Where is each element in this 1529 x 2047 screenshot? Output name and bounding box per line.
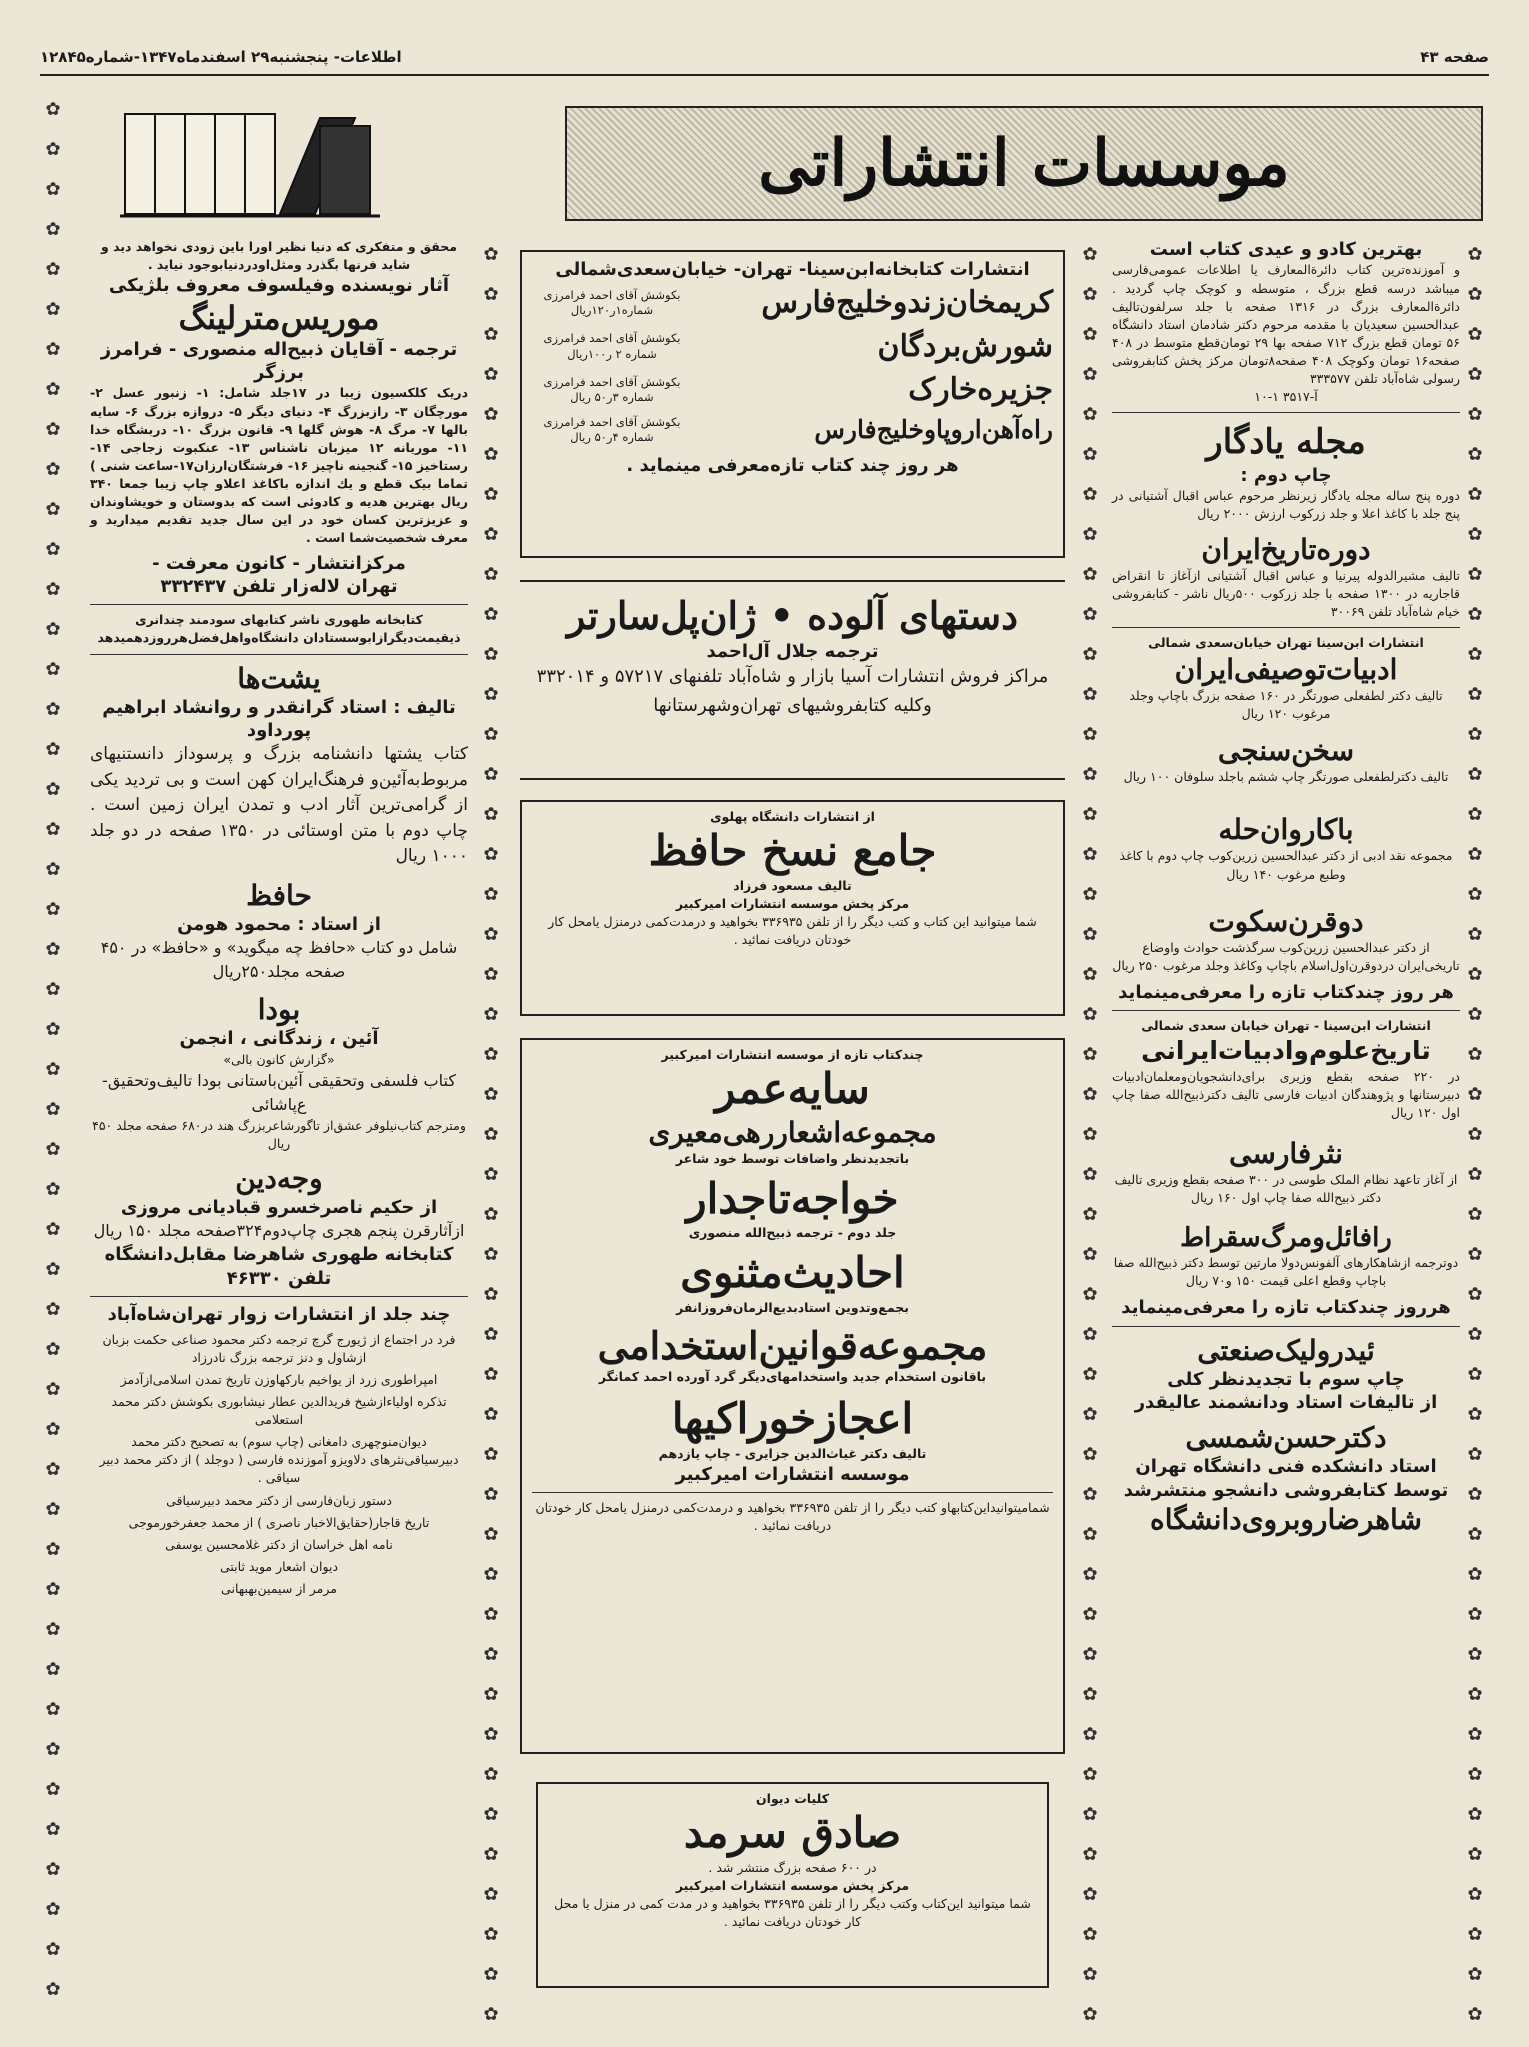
khaje-title: خواجه‌تاجدار xyxy=(686,1173,899,1223)
zavar-item: فرد در اجتماع از ژیورج گرچ ترجمه دکتر محمود صناعی حکمت بزبان ازشاول و دنز ترجمه بزرگ نادرزاد xyxy=(102,1331,456,1365)
ibnsina-box xyxy=(520,250,1065,558)
vajhdin-author: از حکیم ناصرخسرو قبادیانی مروزی xyxy=(120,1197,438,1219)
kadu-code: آ-۳۵۱۷ ۱-۱۰ xyxy=(1254,389,1318,405)
maeter-body: دریک کلکسیون زیبا در ۱۷جلد شامل: ۱- زنبور عسل ۲- مورچگان ۳- رازبزرگ ۴- دنیای دیگر ۵- دروازه بزرگ ۶- سایه بالها ۷- مرگ ۸- هوش گلها ۹- قانون بزرگ ۱۰- دربشگاه خدا ۱۱- موریانه ۱۲ میزبان ناشناس ۱۳- عنکبوت زجاجی ۱۴- رستاخیز ۱۵- گنجینه ناچیز ۱۶- فرشتگان‌ارزان۱۷-ساعت شنی ) تماما بیک قطع و یك اندازه باکاغذ اعلاو چاپ زیبا جمعا ۳۴۰ ریال بهترین هدیه و کادوئی است که بدوستان و خویشاوندان و عزیزترین کسان خود در این سال جدید تقدیم میدارید و معرف شخصیت‌شما است . xyxy=(90,385,469,546)
ahadis-title: احادیث‌مثنوی xyxy=(680,1248,905,1298)
karvan-title: باکاروان‌حله xyxy=(1218,813,1354,847)
hafez-title: حافظ xyxy=(246,878,312,912)
middle-left-floral-border: ✿ ✿ ✿ ✿ ✿ ✿ ✿ ✿ ✿ ✿ ✿ ✿ ✿ ✿ ✿ ✿ ✿ ✿ ✿ ✿ ✿ ✿ ✿ ✿ ✿ ✿ ✿ ✿ ✿ ✿ ✿ ✿ ✿ ✿ ✿ ✿ ✿ ✿ ✿ ✿ ✿ ✿ ✿ ✿ ✿ xyxy=(483,244,499,2025)
maeter-title: موریس‌مترلینگ xyxy=(178,298,380,337)
zavar-item: دیوان‌منوچهری دامغانی (چاپ سوم) به تصحیح دکتر محمد دبیرسیاقی‌نثرهای دلاویزو آموزنده فارسی ( دوجلد ) از دکتر محمد دبیر سیاقی . xyxy=(99,1434,459,1486)
har-ruz-2: هرروز چندکتاب تازه را معرفی‌مینماید xyxy=(1121,1297,1451,1319)
issue-info: اطلاعات- پنجشنبه۲۹ اسفندماه۱۳۴۷-شماره۱۲۸۴۵ xyxy=(40,48,402,66)
divider xyxy=(90,604,468,605)
saye-note: باتجدیدنظر واضافات توسط خود شاعر xyxy=(675,1150,910,1166)
hafez-body: شامل دو کتاب «حافظ چه میگوید» و «حافظ» در ۴۵۰ صفحه مجلد۲۵۰ریال xyxy=(100,938,458,982)
hydro-line-3: استاد دانشکده فنی دانشگاه تهران xyxy=(1135,1456,1437,1478)
kadu-title: بهترین کادو و عیدی کتاب است xyxy=(1149,239,1423,260)
sartre-translator: ترجمه جلال آل‌احمد xyxy=(706,640,879,662)
posht-body: کتاب یشتها دانشنامه بزرگ و پرسوداز دانستنیهای مربوط‌به‌آئین‌و فرهنگ‌ایران کهن است و بی تردید یکی از گرامی‌ترین آثار ادب و تمدن ایران زمین است . چاپ دوم با متن اوستائی در ۱۳۵۰ صفحه در دو جلد ۱۰۰۰ ریال xyxy=(90,744,468,867)
book-row xyxy=(532,412,1053,448)
tarikh-body: تالیف مشیرالدوله پیرنیا و عباس اقبال آشتیانی ازآغاز تا انقراض قاجاریه در ۱۳۰۰ صفحه با جلد زرکوب ۵۰۰ریال ناشر - کتابفروشی خیام شاه‌آباد تلفن ۳۰۰۶۹ xyxy=(1112,567,1460,619)
divider xyxy=(90,1296,468,1297)
sartre-body: مراکز فروش انتشارات آسیا بازار و شاه‌آباد تلفنهای ۵۷۲۱۷ و ۳۳۲۰۱۴ وکلیه کتابفروشیهای تهران‌وشهرستانها xyxy=(536,665,1049,716)
book-note: بکوشش آقای احمد فرامرزی شماره ۴ر۵۰ ریال xyxy=(543,414,681,445)
har-ruz-1: هر روز چندکتاب تازه را معرفی‌مینماید xyxy=(1118,981,1454,1003)
maeter-translators: ترجمه - آقایان ذبیح‌اله منصوری - فرامرز برزگر xyxy=(100,338,458,384)
divider xyxy=(1112,412,1460,413)
maeter-tel: تهران لاله‌زار تلفن ۳۳۲۴۳۷ xyxy=(160,575,398,597)
ibnsina-box-footer: هر روز چند کتاب تازه‌معرفی مینماید . xyxy=(626,455,959,477)
sokhan-body: تالیف دکترلطفعلی صورتگر چاپ ششم باجلد سلوفان ۱۰۰ ریال xyxy=(1123,769,1449,785)
hydro-title: ئیدرولیک‌صنعتی xyxy=(1197,1333,1375,1367)
tarikh-title: دوره‌تاریخ‌ایران xyxy=(1201,532,1371,566)
banner xyxy=(565,106,1483,221)
hydro-line-4: توسط کتابفروشی دانشجو منتشرشد xyxy=(1123,1479,1449,1501)
divider xyxy=(1112,1326,1460,1327)
adabiat-title: ادبیات‌توصیفی‌ایران xyxy=(1174,653,1398,687)
divider xyxy=(1112,627,1460,628)
maeter-lead: آثار نویسنده وفیلسوف معروف بلژیکی xyxy=(108,275,450,297)
buda-translator: ومترجم کتاب‌نیلوفر عشق‌از تاگورشاعر‌بزرگ هند در۶۸۰ صفحه مجلد ۴۵۰ ریال xyxy=(92,1117,466,1151)
ibnsina-header-2: انتشارات ابن‌سینا - تهران خیابان سعدی شمالی xyxy=(1141,1018,1431,1034)
hafez-author: تالیف مسعود فرزاد xyxy=(733,877,852,893)
hafez-note: شما میتوانید این کتاب و کتب دیگر را از تلفن ۳۳۶۹۳۵ بخواهید و درمدت‌کمی درمنزل یامحل کار خودتان دریافت نمائید . xyxy=(548,913,1037,947)
buda-report: «گزارش کانون بالی» xyxy=(223,1051,335,1067)
page-number: صفحه ۴۳ xyxy=(1420,48,1489,66)
hafez-dist: مرکز پخش موسسه انتشارات امیرکبیر xyxy=(675,895,910,911)
zavar-item: تذکره اولیاءازشیخ فریدالدین عطار نیشابوری بکوشش دکتر محمد استعلامی xyxy=(111,1393,447,1428)
tahuri-intro: کتابخانه طهوری ناشر کتابهای سودمند چندانری ذیقیمت‌دیگرازابوسستادان دانشگاه‌واهل‌فضل‌هرروزدهمیدهد xyxy=(97,612,461,646)
middle-column xyxy=(520,250,1065,1988)
hydro-line-5: شاهرضاروبروی‌دانشگاه xyxy=(1150,1503,1422,1537)
olum-title: تاریخ‌علوم‌وادبیات‌ایرانی xyxy=(1141,1036,1431,1066)
divider xyxy=(532,1492,1053,1493)
yadgar-title: مجله یادگار xyxy=(1206,422,1366,463)
vajhdin-title: وجه‌دین xyxy=(235,1162,323,1196)
saye-title: سایه‌عمر xyxy=(715,1064,870,1114)
rafael-title: رافائل‌ومرگ‌سقراط xyxy=(1180,1222,1392,1253)
karvan-body: مجموعه نقد ادبی از دکتر عبدالحسین زرین‌کوب چاپ دوم با کاغذ وطبع مرغوب ۱۴۰ ریال xyxy=(1119,848,1453,882)
sokhan-title: سخن‌سنجی xyxy=(1217,734,1355,768)
zavar-title: چند جلد از انتشارات زوار تهران‌شاه‌آباد xyxy=(107,1304,451,1326)
yadgar-body: دوره پنج ساله مجله یادگار زیرنظر مرحوم عباس اقبال آشتیانی در پنج جلد با کاغذ اعلا و جلد زرکوب ارزش ۲۰۰۰ ریال xyxy=(1112,488,1460,522)
header-rule xyxy=(40,74,1489,76)
zavar-item: تاریخ قاجار(حقایق‌الاخبار ناصری ) از محمد جعفرخورموجی xyxy=(128,1514,430,1530)
hydro-author: دکترحسن‌شمسی xyxy=(1185,1421,1387,1455)
ejaz-title: اعجازخوراکیها xyxy=(671,1394,914,1444)
amirkabir-footer: شمامیتوانیداین‌کتابهاو کتب دیگر را از تلفن ۳۳۶۹۳۵ بخواهید و درمدت‌کمی درمنزل یامحل کار خودتان دریافت نمائید . xyxy=(535,1500,1050,1534)
adabiat-body: تالیف دکتر لطفعلی صورتگر در ۱۶۰ صفحه بزرگ باچاپ وجلد مرغوب ۱۲۰ ریال xyxy=(1129,688,1443,722)
hafez-publisher: از انتشارات دانشگاه پهلوی xyxy=(710,809,875,824)
ejaz-publisher: موسسه انتشارات امیرکبیر xyxy=(675,1463,910,1485)
books-illustration xyxy=(120,106,380,221)
book-note: بکوشش آقای احمد فرامرزی شماره ۲ ر۱۰۰ریال xyxy=(543,331,681,361)
hafez-author: از استاد : محمود هومن xyxy=(177,913,381,935)
zavar-item: امپراطوری زرد از یواخیم بارکهاوزن تاریخ تمدن اسلامی‌ازآدمز xyxy=(120,1371,438,1387)
left-column xyxy=(90,238,468,1598)
ghavanin-note: باقانون استخدام جدید واستخدامهای‌دیگر گرد آورده احمد کمانگر xyxy=(598,1369,987,1385)
sarmad-dist: مرکز پخش موسسه انتشارات امیرکبیر xyxy=(675,1877,910,1893)
ahadis-note: بجمع‌وتدوین استادبدیع‌الزمان‌فروزانفر xyxy=(676,1299,909,1315)
divider xyxy=(1112,1010,1460,1011)
hafez-box-title: جامع نسخ حافظ xyxy=(648,826,937,876)
kadu-body: و آموزنده‌ترین کتاب دائرةالمعارف یا اطلاعات عمومی‌فارسی میباشد درسه قطع بزرگ ، متوسطه و کوچک چاپ گردید . دائرةالمعارف بزرگ در ۱۳۱۶ صفحه با جلد سرلفون‌تالیف عبدالحسین سعیدیان با مقدمه مرحوم دکتر شادمان استاد دانشگاه ۵۶ تومان قطع بزرگ ۷۱۲ صفحه بها ۲۹ تومان‌قطع متوسط در ۴۰۸ صفحه۱۶ تومان وکوچک ۴۰۸ صفحه۸تومان مرکز پخش کتابفروشی رسولی شاه‌آباد تلفن ۳۳۳۵۷۷ xyxy=(1112,262,1460,387)
banner-title: موسسات انتشاراتی xyxy=(758,126,1290,201)
book-row xyxy=(532,368,1053,412)
nasr-title: نثرفارسی xyxy=(1229,1137,1343,1171)
book-title: راه‌آهن‌اروپاوخلیج‌فارس xyxy=(814,414,1053,444)
khaje-note: جلد دوم - ترجمه ذبیح‌الله منصوری xyxy=(688,1225,897,1241)
left-floral-border: ✿ ✿ ✿ ✿ ✿ ✿ ✿ ✿ ✿ ✿ ✿ ✿ ✿ ✿ ✿ ✿ ✿ ✿ ✿ ✿ ✿ ✿ ✿ ✿ ✿ ✿ ✿ ✿ ✿ ✿ ✿ ✿ ✿ ✿ ✿ ✿ ✿ ✿ ✿ ✿ ✿ ✿ ✿ ✿ ✿ ✿ ✿ ✿ xyxy=(45,99,61,2000)
book-title: جزیره‌خارک xyxy=(908,372,1053,408)
doqarn-body: از دکتر عبدالحسین زرین‌کوب سرگذشت حوادث واوضاع تاریخی‌ایران دردوقرن‌اول‌اسلام باچاپ وکاغذ وجلد مرغوب ۲۵۰ ریال xyxy=(1112,939,1460,973)
doqarn-title: دوقرن‌سکوت xyxy=(1208,904,1364,938)
vajhdin-shop: کتابخانه طهوری شاهرضا مقابل‌دانشگاه تلفن ۴۶۳۳۰ xyxy=(104,1244,454,1289)
zavar-item: دیوان اشعار موید ثابتی xyxy=(219,1558,339,1574)
right-floral-border: ✿ ✿ ✿ ✿ ✿ ✿ ✿ ✿ ✿ ✿ ✿ ✿ ✿ ✿ ✿ ✿ ✿ ✿ ✿ ✿ ✿ ✿ ✿ ✿ ✿ ✿ ✿ ✿ ✿ ✿ ✿ ✿ ✿ ✿ ✿ ✿ ✿ ✿ ✿ ✿ ✿ ✿ ✿ ✿ ✿ xyxy=(1467,244,1483,2025)
buda-body: کتاب فلسفی وتحقیقی آئین‌باستانی بودا تالیف‌وتحقیق-ع‌پاشائی xyxy=(102,1070,456,1114)
ghavanin-title: مجموعه‌قوانین‌استخدامی xyxy=(597,1322,988,1368)
sartre-title: دستهای آلوده • ژان‌پل‌سارتر xyxy=(566,593,1019,638)
book-note: بکوشش آقای احمد فرامرزی شماره۱ر۱۲۰ریال xyxy=(543,287,681,318)
zavar-item: دستور زبان‌فارسی از دکتر محمد دبیرسیاقی xyxy=(166,1492,392,1508)
vajhdin-body: ازآثارقرن پنجم هجری چاپ‌دوم۳۲۴صفحه مجلد ۱۵۰ ریال xyxy=(93,1221,465,1241)
yadgar-sub: چاپ دوم : xyxy=(1240,464,1332,486)
buda-title: بودا xyxy=(257,993,301,1027)
sarmad-box xyxy=(536,1782,1049,1988)
hafez-box xyxy=(520,800,1065,1016)
posht-author: تالیف : استاد گرانقدر و روانشاد ابراهیم پورداود xyxy=(102,696,456,741)
ibnsina-header: انتشارات ابن‌سینا تهران خیابان‌سعدی شمالی xyxy=(1148,634,1424,650)
divider xyxy=(90,654,468,655)
sarmad-note: شما میتوانید این‌کتاب وکتب دیگر را از تلفن ۳۳۶۹۳۵ بخواهید و در مدت کمی در منزل یا محل کار خودتان دریافت نمائید . xyxy=(554,1895,1031,1929)
book-row xyxy=(532,281,1053,325)
buda-sub: آئین ، زندگانی ، انجمن xyxy=(179,1028,379,1050)
saye-sub: مجموعه‌اشعاررهی‌معیری xyxy=(648,1115,937,1149)
olum-body: در ۲۲۰ صفحه بقطع وزیری برای‌دانشجویان‌ومعلمان‌ادبیات دبیرستانها و پژوهندگان ادبیات فارسی تالیف دکترذبیح‌الله صفا چاپ اول ۱۲۰ ریال xyxy=(1112,1068,1461,1121)
sarmad-title: صادق سرمد xyxy=(683,1808,902,1858)
rafael-body: دوترجمه ازشاهکارهای آلفونس‌دولا مارتین توسط دکتر ذبیح‌الله صفا باچاپ وقطع اعلی قیمت ۱۵۰ و۷۰ ریال xyxy=(1113,1255,1459,1289)
zavar-item: مرمر از سیمین‌بهبهانی xyxy=(221,1581,337,1597)
maeter-intro: محقق و متفکری که دنیا نظیر اورا باین زودی نخواهد دید و شاید فرنها بگذرد ومثل‌اودردنیا‌بوجود نیاید . xyxy=(100,239,457,273)
hydro-line-1: چاپ سوم با تجدیدنظر کلی xyxy=(1167,1368,1405,1390)
book-title: شورش‌بردگان xyxy=(877,328,1053,364)
posht-title: یشت‌ها xyxy=(237,661,321,695)
amirkabir-box xyxy=(520,1038,1065,1754)
sartre-ad xyxy=(520,580,1065,780)
sarmad-pre: کلیات دیوان xyxy=(756,1791,829,1806)
book-row xyxy=(532,325,1053,369)
right-column xyxy=(1112,238,1460,1537)
book-title: کریمخان‌زندوخلیج‌فارس xyxy=(761,285,1053,321)
zavar-item: نامه اهل خراسان از دکتر غلامحسین یوسفی xyxy=(165,1536,393,1552)
nasr-body: از آغاز تاعهد نظام الملک طوسی در ۳۰۰ صفحه بقطع وزیری تالیف دکتر ذبیح‌الله صفا چاپ اول ۱۶۰ ریال xyxy=(1114,1172,1458,1206)
sarmad-pages: در ۶۰۰ صفحه بزرگ منتشر شد . xyxy=(708,1859,877,1875)
ejaz-note: تالیف دکتر غیاث‌الدین جزایری - چاپ یازدهم xyxy=(658,1445,927,1461)
amirkabir-header: چندکتاب تازه از موسسه انتشارات امیرکبیر xyxy=(661,1047,924,1062)
middle-right-floral-border: ✿ ✿ ✿ ✿ ✿ ✿ ✿ ✿ ✿ ✿ ✿ ✿ ✿ ✿ ✿ ✿ ✿ ✿ ✿ ✿ ✿ ✿ ✿ ✿ ✿ ✿ ✿ ✿ ✿ ✿ ✿ ✿ ✿ ✿ ✿ ✿ ✿ ✿ ✿ ✿ ✿ ✿ ✿ ✿ ✿ xyxy=(1082,244,1098,2025)
book-note: بکوشش آقای احمد فرامرزی شماره ۳ر۵۰ ریال xyxy=(543,374,681,405)
maeter-markaz: مرکزانتشار - کانون معرفت - xyxy=(152,552,406,574)
ibnsina-box-header: انتشارات کتابخانه‌ابن‌سینا- تهران- خیابان‌سعدی‌شمالی xyxy=(555,259,1030,280)
hydro-line-2: از تالیفات استاد ودانشمند عالیقدر xyxy=(1134,1392,1438,1414)
